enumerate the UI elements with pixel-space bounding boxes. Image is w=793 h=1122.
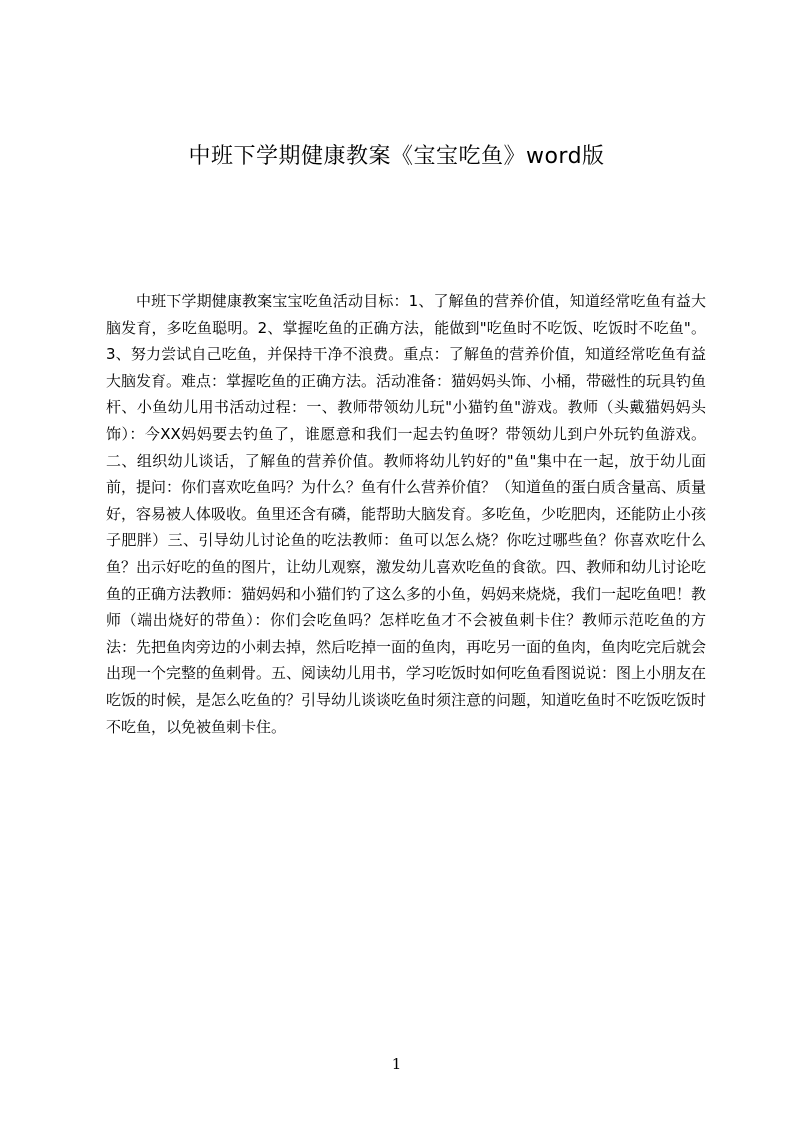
page-number: 1 bbox=[391, 1055, 402, 1073]
document-body-paragraph: 中班下学期健康教案宝宝吃鱼活动目标：1、了解鱼的营养价值，知道经常吃鱼有益大脑发育，多吃鱼聪明。2、掌握吃鱼的正确方法，能做到"吃鱼时不吃饭、吃饭时不吃鱼"。3、努力尝试自己吃鱼，并保持干净不浪费。重点：了解鱼的营养价值，知道经常吃鱼有益大脑发育。难点：掌握吃鱼的正确方法。活动准备：猫妈妈头饰、小桶，带磁性的玩具钓鱼杆、小鱼幼儿用书活动过程：一、教师带领幼儿玩"小猫钓鱼"游戏。教师（头戴猫妈妈头饰）：今XX妈妈要去钓鱼了，谁愿意和我们一起去钓鱼呀？带领幼儿到户外玩钓鱼游戏。二、组织幼儿谈话，了解鱼的营养价值。教师将幼儿钓好的"鱼"集中在一起，放于幼儿面前，提问：你们喜欢吃鱼吗？为什么？鱼有什么营养价值？（知道鱼的蛋白质含量高、质量好，容易被人体吸收。鱼里还含有磷，能帮助大脑发育。多吃鱼，少吃肥肉，还能防止小孩子肥胖）三、引导幼儿讨论鱼的吃法教师：鱼可以怎么烧？你吃过哪些鱼？你喜欢吃什么鱼？出示好吃的鱼的图片，让幼儿观察，激发幼儿喜欢吃鱼的食欲。四、教师和幼儿讨论吃鱼的正确方法教师：猫妈妈和小猫们钓了这么多的小鱼，妈妈来烧烧，我们一起吃鱼吧！教师（端出烧好的带鱼）：你们会吃鱼吗？怎样吃鱼才不会被鱼刺卡住？教师示范吃鱼的方法：先把鱼肉旁边的小刺去掉，然后吃掉一面的鱼肉，再吃另一面的鱼肉，鱼肉吃完后就会出现一个完整的鱼刺骨。五、阅读幼儿用书，学习吃饭时如何吃鱼看图说说：图上小朋友在吃饭的时候，是怎么吃鱼的？引导幼儿谈谈吃鱼时须注意的问题，知道吃鱼时不吃饭吃饭时不吃鱼，以免被鱼刺卡住。 bbox=[106, 292, 707, 736]
document-title: 中班下学期健康教案《宝宝吃鱼》word版 bbox=[188, 144, 605, 169]
